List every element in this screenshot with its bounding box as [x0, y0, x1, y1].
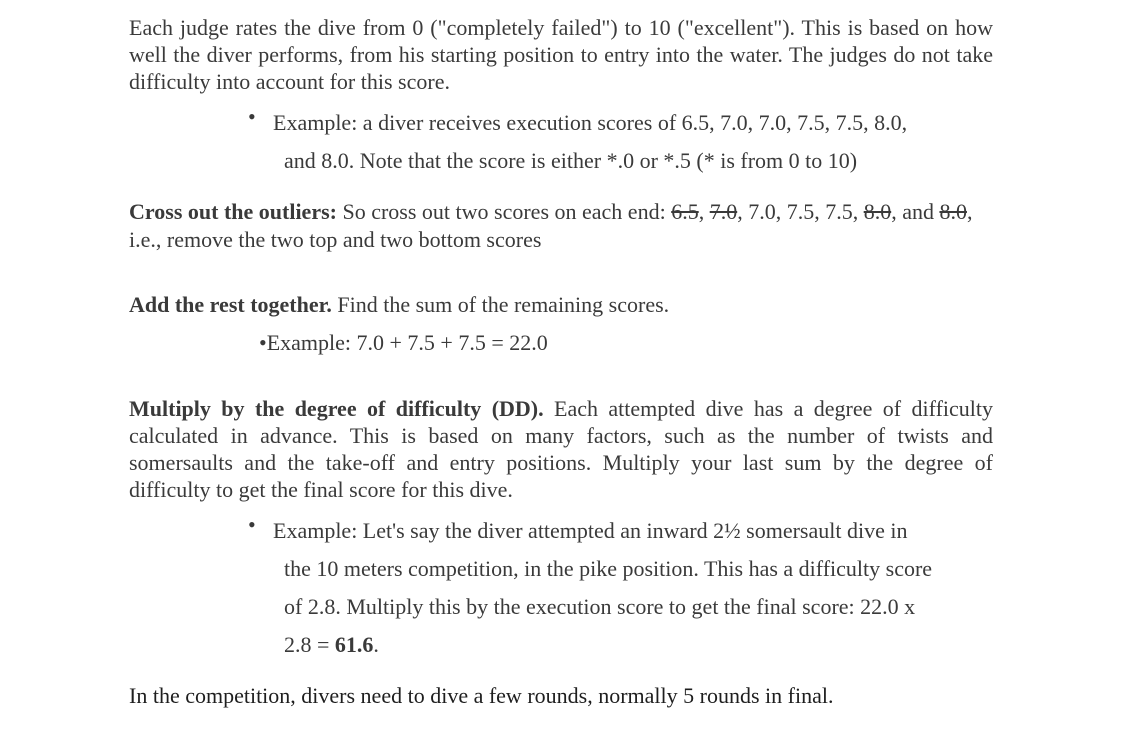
outliers-paragraph: [129, 198, 993, 254]
struck-score-3: 8.0: [863, 199, 892, 224]
struck-score-4: 8.0: [939, 199, 967, 224]
add-heading: Add the rest together.: [129, 292, 332, 317]
outliers-text-before: So cross out two scores on each end:: [336, 199, 672, 224]
intro-paragraph: Each judge rates the dive from 0 ("completely failed") to 10 ("excellent"). This is based on how well the diver performs, from his starting position to entry into the water. The judges do not take difficulty into account for this score.: [129, 15, 993, 94]
multiply-heading: Multiply by the degree of difficulty (DD).: [129, 396, 544, 421]
multiply-paragraph: [129, 395, 993, 503]
outliers-text-and: , and: [891, 199, 940, 224]
bullet-1-line-1: Example: a diver receives execution scores of 6.5, 7.0, 7.0, 7.5, 7.5, 8.0,: [273, 110, 908, 135]
bullet-1-dot: •: [248, 104, 256, 129]
multiply-text: Each attempted dive has a degree of difficulty calculated in advance. This is based on many factors, such as the number of twists and somersaults and the take-off and entry positions. Multiply your last sum by the degree of difficulty to get the final score for this dive.: [129, 396, 993, 502]
bullet-3-dot: •: [248, 512, 256, 537]
competition-paragraph: In the competition, divers need to dive a few rounds, normally 5 rounds in final.: [129, 683, 834, 708]
struck-score-2: 7.0: [709, 199, 738, 224]
add-paragraph: [129, 291, 993, 319]
outliers-text-middle: , 7.0, 7.5, 7.5,: [737, 199, 864, 224]
bullet-2: [259, 328, 548, 358]
outliers-heading: Cross out the outliers:: [129, 199, 337, 224]
bullet-2-dot: •: [259, 330, 267, 355]
bullet-1-line-2: and 8.0. Note that the score is either *.0 or *.5 (* is from 0 to 10): [284, 148, 858, 173]
bullet-1-text: [273, 104, 993, 180]
bullet-3-line-3: of 2.8. Multiply this by the execution score to get the final score: 22.0 x: [284, 594, 916, 619]
bullet-3-line-1: Example: Let's say the diver attempted an inward 2½ somersault dive in: [273, 518, 908, 543]
bullet-2-text: Example: 7.0 + 7.5 + 7.5 = 22.0: [266, 330, 548, 355]
outliers-text-after: , i.e., remove the two top and two bottom scores: [129, 199, 973, 252]
bullet-3-line-4: [273, 626, 993, 664]
add-text: Find the sum of the remaining scores.: [331, 292, 670, 317]
final-score-result: 61.6: [334, 632, 374, 657]
outliers-sep-1: ,: [698, 199, 710, 224]
bullet-3-text: [273, 512, 993, 664]
bullet-3-line-2: the 10 meters competition, in the pike position. This has a difficulty score: [284, 556, 933, 581]
bullet-3-line-4-prefix: 2.8 =: [284, 632, 335, 657]
struck-score-1: 6.5: [671, 199, 699, 224]
bullet-3-line-4-suffix: .: [373, 632, 379, 657]
